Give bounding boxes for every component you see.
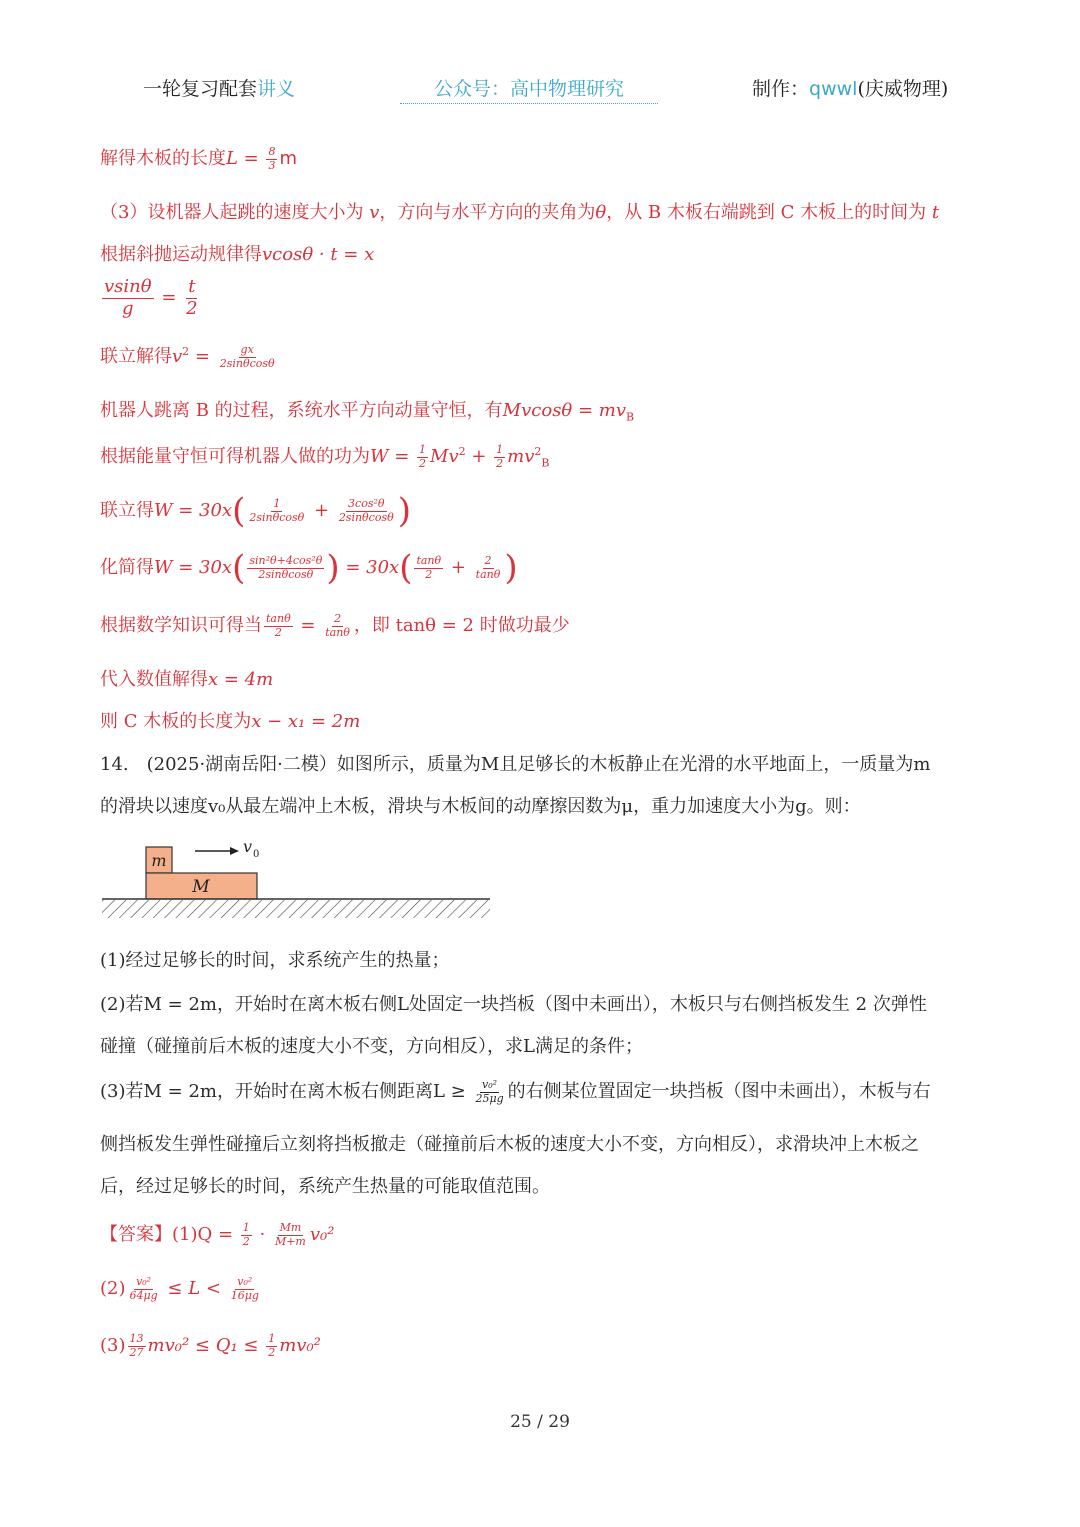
velocity-subscript: 0 [253,849,260,860]
velocity-arrowhead [230,847,239,855]
solution-time-eq: $\frac{vsin\theta}{g}$ = $\frac{t}{2}$ [104,276,198,319]
solution-v-squared: 联立解得$v^2$ = $\frac{gx}{2\sin\theta\cos\theta}$ [100,342,275,370]
question-3-line3: 后，经过足够长的时间，系统产生热量的可能取值范围。 [100,1176,550,1197]
velocity-label: v [243,837,253,856]
solution-work-combined: 联立得W = 30x( $\frac{1}{2\sin\theta\cos\theta}$ + $\frac{\text{3cos²θ}}{2\sin\theta\cos\theta}$ ) [100,491,411,531]
solution-x-value: 代入数值解得x = 4m [100,669,274,690]
question-3-line1: (3)若M = 2m，开始时在离木板右侧距离L ≥ $\frac{\text{v₀²}}{25\mu g}$ 的右侧某位置固定一块挡板（图中未画出），木板与右 [100,1077,931,1105]
question-2-line1: (2)若M = 2m，开始时在离木板右侧L处固定一块挡板（图中未画出），木板只与右侧挡板发生 2 次弹性 [100,994,927,1015]
question-2-line2: 碰撞（碰撞前后木板的速度大小不变，方向相反），求L满足的条件； [100,1036,643,1057]
solution-momentum: 机器人跳离 B 的过程，系统水平方向动量守恒，有$Mvcos\theta = mv_B$ [100,400,635,424]
problem-14-line1: 14. (2025·湖南岳阳·二模）如图所示，质量为M且足够长的木板静止在光滑的水平地面上，一质量为m [100,754,931,775]
question-3-line2: 侧挡板发生弹性碰撞后立刻将挡板撤走（碰撞前后木板的速度大小不变，方向相反），求滑块冲上木板之 [100,1134,919,1155]
question-1: (1)经过足够长的时间，求系统产生的热量； [100,950,450,971]
problem-14-line2: 的滑块以速度v₀从最左端冲上木板，滑块与木板间的动摩擦因数为μ，重力加速度大小为g。则： [100,796,861,817]
small-block-label: m [151,851,167,870]
solution-line-length: 解得木板的长度L = $\frac{8}{3}$ m [100,144,298,172]
solution-work-simplified: 化简得W = 30x( $\frac{\text{sin²θ+4cos²θ}}{2\sin\theta\cos\theta}$ ) = 30x( $\frac{\tan\theta}{2}$ + $\frac{2}{\tan\theta}$ ) [100,548,518,588]
solution-c-length: 则 C 木板的长度为x − x₁ = 2m [100,711,361,732]
solution-projectile-eq: 根据斜抛运动规律得vcosθ · t = x [100,244,375,265]
page-number: 25 / 29 [510,1412,570,1432]
answer-2: (2) $\frac{\text{v₀²}}{64\mu g}$ ≤ L < $\frac{\text{v₀²}}{16\mu g}$ [100,1275,259,1302]
header-right: 制作：qwwl(庆威物理) [752,78,949,100]
header-left: 一轮复习配套讲义 [143,78,296,100]
board-label: M [192,877,210,897]
solution-minimum-condition: 根据数学知识可得当 $\frac{\tan\theta}{2}$ = $\frac{2}{\tan\theta}$ ，即 tanθ = 2 时做功最少 [100,611,570,639]
header-center: 公众号：高中物理研究 [400,74,658,104]
answer-1: 【答案】(1)Q = $\frac{1}{2}$ · $\frac{Mm}{M+m}$ v₀² [100,1220,335,1248]
answer-3: (3) $\frac{13}{27}$ mv₀² ≤ Q₁ ≤ $\frac{1}{2}$ mv₀² [100,1332,321,1359]
solution-work-energy: 根据能量守恒可得机器人做的功为W = $\frac{1}{2}$ $Mv^2$ + $\frac{1}{2}$ $mv^2_B$ [100,442,550,470]
ground-hatch [102,900,490,918]
solution-part3-setup: （3）设机器人起跳的速度大小为 v，方向与水平方向的夹角为θ，从 B 木板右端跳到 C 木板上的时间为 t [100,202,940,223]
block-on-board-figure [100,835,500,925]
